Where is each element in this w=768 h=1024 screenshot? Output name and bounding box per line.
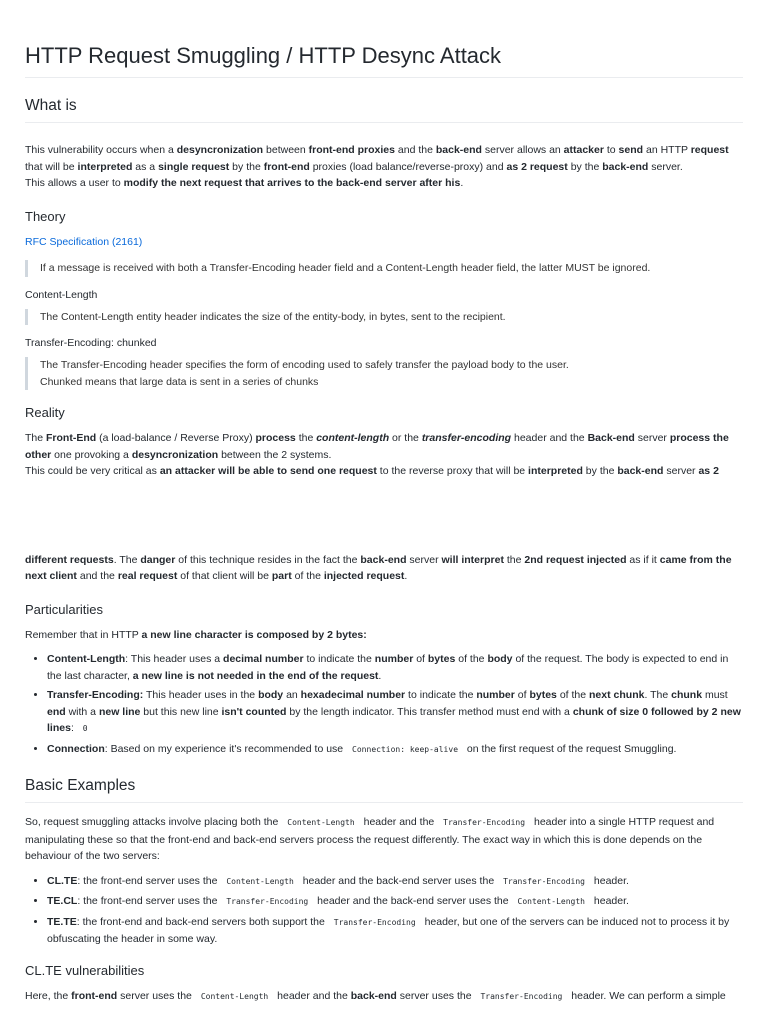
rfc-quote-text: If a message is received with both a Transfer-Encoding header field and a Content-Length header field, the latter MUST be ignored. [40,262,651,274]
content-length-heading: Content-Length [25,288,98,301]
emphasis-text: danger [140,553,176,566]
inline-code: Transfer-Encoding [226,897,309,906]
list-item: • Content-Length: This header uses a decimal number to indicate the number of bytes of the body of the request. The body is expected to end in the last character, a new line is not needed in the end of the request. [47,651,743,684]
particularities-list [25,651,743,758]
emphasis-text: back-end [360,553,407,566]
emphasis-text: chunk [671,689,703,701]
transfer-encoding-heading: Transfer-Encoding: chunked [25,337,157,349]
inline-code: Content-Length [517,897,585,906]
emphasis-text: injected request [323,570,405,582]
emphasis-text: single request [158,160,230,173]
emphasis-text: Content-Length [47,653,126,665]
emphasis-text: front-end [263,160,310,173]
inline-code: Transfer-Encoding [480,991,563,1001]
emphasis-text: as 2 [698,465,719,477]
emphasis-text: desyncronization [176,144,264,156]
emphasis-text: bytes [427,653,456,665]
emphasis-text: bytes [529,689,557,701]
emphasis-text: end [47,705,66,718]
emphasis-text: an attacker will be able to send one request [159,465,377,477]
emphasis-text: next chunk [589,689,645,701]
emphasis-text: modify the next request that arrives to the back-end server after his [123,177,461,189]
emphasis-text: interpreted [77,160,133,173]
emphasis-text: Back-end [587,432,635,444]
emphasis-text: request [690,144,729,156]
emphasis-text: part [271,570,292,582]
list-item: • TE.CL: the front-end server uses the Transfer-Encoding header and the back-end server uses the Content-Length header. [47,893,743,911]
inline-code: Transfer-Encoding [443,818,526,827]
emphasis-text: chunk of size 0 followed by 2 new lines [47,705,741,734]
content-length-quote-text: The Content-Length entity header indicates the size of the entity-body, in bytes, sent to the recipient. [40,310,506,323]
emphasis-text: attacker [563,144,604,156]
emphasis-text: isn't counted [221,705,287,718]
blank-gap [25,480,743,552]
emphasis-text: Transfer-Encoding: [47,689,144,701]
emphasis-text: back-end [617,465,664,477]
content-length-quote [25,309,743,326]
emphasis-text: number [476,689,515,701]
emphasis-text: front-end [71,989,118,1002]
emphasis-text: 2nd request injected [524,553,627,566]
emphasis-text: real request [117,570,178,582]
emphasis-text: came from the next client [25,553,732,582]
emphasis-text: process the other [25,432,729,461]
basic-examples-intro: So, request smuggling attacks involve placing both the Content-Length header and the Transfer-Encoding header into a single HTTP request and manipulating these so that the front-end and back-end servers process the request differently. The exact way in which this is done depends on the behaviour of the two servers: [25,816,715,862]
emphasis-text: body [258,689,284,701]
emphasis-text: new line [98,705,141,718]
emphasis-text: send [618,144,644,156]
emphasis-text: TE.TE [47,915,77,928]
section-heading-reality: Reality [25,405,65,420]
section-heading-clte: CL.TE vulnerabilities [25,962,145,978]
emphasis-text: transfer-encoding [421,432,512,444]
section-heading-particularities: Particularities [25,601,104,617]
emphasis-text: body [487,653,513,665]
basic-examples-list [25,873,743,948]
section-heading-basic-examples: Basic Examples [25,776,743,803]
emphasis-text: hexadecimal number [300,689,406,701]
emphasis-text: back-end [350,989,397,1002]
reality-paragraph-2: different requests. The danger of this technique resides in the fact the back-end server will interpret the 2nd request injected as if it came from the next client and the real request of that client will be part of the injected request. [25,553,732,582]
section-heading-theory: Theory [25,208,66,224]
particularities-intro: Remember that in HTTP a new line character is composed by 2 bytes: [25,628,367,641]
emphasis-text: a new line character is composed by 2 bytes: [141,628,367,641]
emphasis-text: process [255,432,296,444]
emphasis-text: desyncronization [131,448,219,461]
emphasis-text: back-end [602,160,649,173]
list-item: • Transfer-Encoding: This header uses in the body an hexadecimal number to indicate the number of bytes of the next chunk. The chunk must end with a new line but this new line isn't counted by the length indicator. This transfer method must end with a chunk of size 0 followed by 2 new lines: 0 [47,687,743,738]
inline-code: Transfer-Encoding [333,917,416,927]
transfer-encoding-quote-line-1: The Transfer-Encoding header specifies the form of encoding used to safely transfer the payload body to the user. [40,359,569,371]
section-heading-what-is: What is [25,96,743,123]
emphasis-text: will interpret [441,553,504,566]
what-is-paragraph: This vulnerability occurs when a desyncronization between front-end proxies and the back-end server allows an attacker to send an HTTP request that will be interpreted as a single request by the front-end proxies (load balance/reverse-proxy) and as 2 request by the back-end server. This allows a user to modify the next request that arrives to the back-end server after his. [25,144,729,189]
emphasis-text: Connection [47,742,105,755]
list-item: • TE.TE: the front-end and back-end servers both support the Transfer-Encoding header, but one of the servers can be induced not to process it by obfuscating the header in some way. [47,914,743,948]
emphasis-text: a new line is not needed in the end of the request [132,669,379,682]
transfer-encoding-quote [25,357,743,390]
emphasis-text: front-end proxies [308,144,395,156]
inline-code: Content-Length [287,818,355,827]
emphasis-text: back-end [435,144,482,156]
page-title: HTTP Request Smuggling / HTTP Desync Attack [25,0,743,78]
emphasis-text: number [374,653,414,665]
list-item: • Connection: Based on my experience it's recommended to use Connection: keep-alive on the first request of the request Smuggling. [47,741,743,759]
inline-code: Connection: keep-alive [352,744,459,754]
list-item: • CL.TE: the front-end server uses the Content-Length header and the back-end server uses the Transfer-Encoding header. [47,873,743,891]
inline-code: Content-Length [200,991,269,1001]
clte-paragraph: Here, the front-end server uses the Content-Length header and the back-end server uses the Transfer-Encoding header. We can perform a simple [25,989,726,1002]
rfc-quote [25,260,743,277]
inline-code: Content-Length [226,876,294,886]
emphasis-text: content-length [316,432,390,444]
emphasis-text: different requests [25,553,114,566]
emphasis-text: decimal number [223,653,304,665]
emphasis-text: CL.TE [47,874,78,887]
emphasis-text: Front-End [46,432,97,444]
reality-paragraph-1: The Front-End (a load-balance / Reverse Proxy) process the content-length or the transfer-encoding header and the Back-end server process the other one provoking a desyncronization between the 2 systems. This could be very critical as an attacker will be able to send one request to the reverse proxy that will be interpreted by the back-end server as 2 [25,432,729,477]
transfer-encoding-quote-line-2: Chunked means that large data is sent in a series of chunks [40,375,319,388]
emphasis-text: as 2 request [506,160,568,173]
emphasis-text: TE.CL [47,895,78,907]
inline-code: Transfer-Encoding [503,876,585,886]
rfc-specification-link[interactable]: RFC Specification (2161) [25,235,143,248]
inline-code: 0 [82,724,88,733]
emphasis-text: interpreted [528,465,583,477]
